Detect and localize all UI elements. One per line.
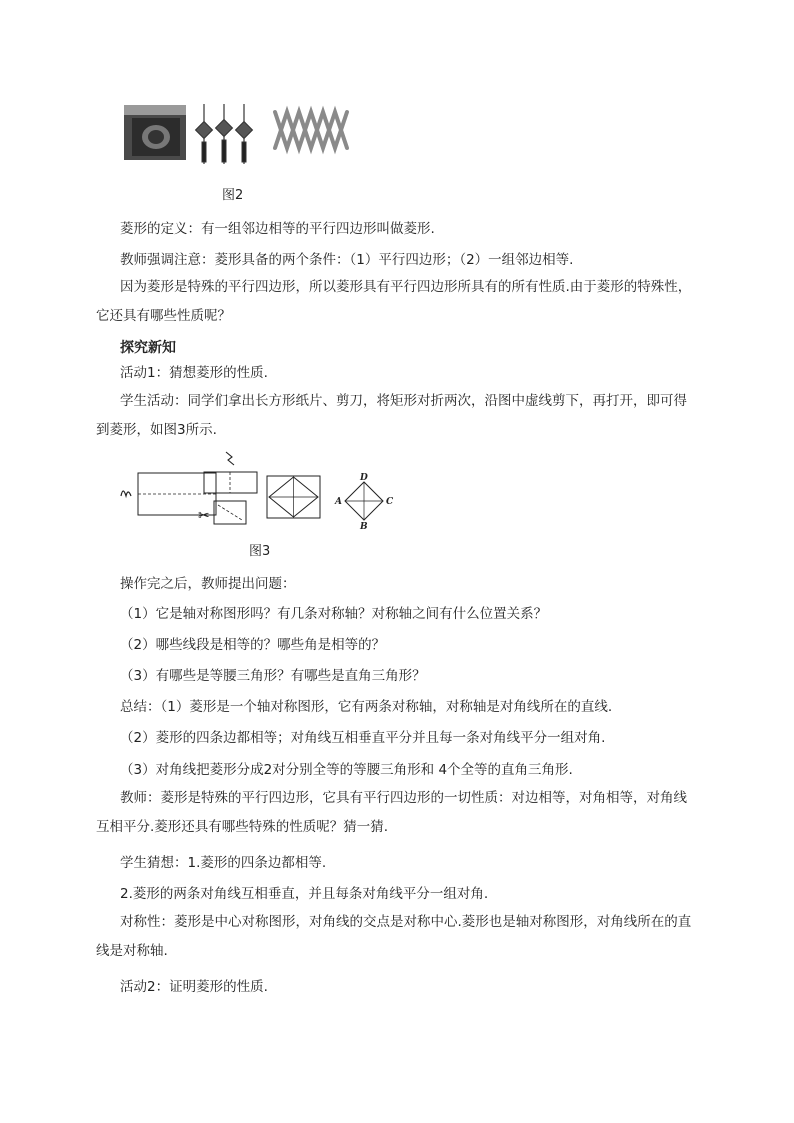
question-2: （2）哪些线段是相等的？哪些角是相等的？ xyxy=(120,637,386,653)
summary-3: （3）对角线把菱形分成2对分别全等的等腰三角形和 4个全等的直角三角形. xyxy=(120,762,573,778)
section-heading: 探究新知 xyxy=(120,340,176,356)
cut-step xyxy=(198,501,246,524)
activity-1: 活动1：猜想菱形的性质. xyxy=(120,365,268,381)
scissor-lattice-drawing xyxy=(275,112,347,148)
vertex-label-a: A xyxy=(335,497,342,507)
definition: 菱形的定义：有一组邻边相等的平行四边形叫做菱形. xyxy=(120,221,435,237)
activity-2: 活动2：证明菱形的性质. xyxy=(120,979,268,995)
figure-3 xyxy=(118,448,408,530)
window-lattice-photo xyxy=(124,105,186,160)
figure-2-caption: 图2 xyxy=(222,188,244,203)
teacher-paragraph: 教师：菱形是特殊的平行四边形，它具有平行四边形的一切性质：对边相等，对角相等，对角线互相平分.菱形还具有哪些特殊的性质呢？猜一猜. xyxy=(96,790,687,835)
figure-2 xyxy=(120,100,360,170)
intro-paragraph: 因为菱形是特殊的平行四边形，所以菱形具有平行四边形所具有的所有性质.由于菱形的特殊性，它还具有哪些性质呢？ xyxy=(96,279,692,324)
student-guess-2: 2.菱形的两条对角线互相垂直，并且每条对角线平分一组对角. xyxy=(120,886,489,902)
summary-2: （2）菱形的四条边都相等；对角线互相垂直平分并且每一条对角线平分一组对角. xyxy=(120,730,606,746)
unfolded-rhombus xyxy=(267,476,320,518)
student-activity-paragraph: 学生活动：同学们拿出长方形纸片、剪刀，将矩形对折两次，沿图中虚线剪下，再打开，即可得到菱形，如图3所示. xyxy=(96,393,687,438)
teacher-note: 教师强调注意：菱形具备的两个条件：（1）平行四边形；（2）一组邻边相等. xyxy=(120,252,574,268)
student-guess-1: 学生猜想：1.菱形的四条边都相等. xyxy=(120,855,327,871)
vertex-label-b: B xyxy=(360,522,368,530)
vertex-label-c: C xyxy=(386,497,394,507)
figure-3-caption: 图3 xyxy=(249,544,271,559)
question-3: （3）有哪些是等腰三角形？有哪些是直角三角形？ xyxy=(120,668,426,684)
fold-step-2 xyxy=(204,452,257,493)
rhombus-abcd-diagram xyxy=(334,473,394,530)
after-operation: 操作完之后，教师提出问题： xyxy=(120,576,296,592)
chinese-knot-ornaments-photo xyxy=(196,104,253,164)
svg-text:✂: ✂ xyxy=(198,508,210,524)
question-1: （1）它是轴对称图形吗？有几条对称轴？对称轴之间有什么位置关系？ xyxy=(120,606,548,622)
summary-1: 总结：（1）菱形是一个轴对称图形，它有两条对称轴，对称轴是对角线所在的直线. xyxy=(120,699,613,715)
vertex-label-d: D xyxy=(360,473,368,483)
symmetry-paragraph: 对称性：菱形是中心对称图形，对角线的交点是对称中心.菱形也是轴对称图形，对角线所在的直线是对称轴. xyxy=(96,914,692,959)
